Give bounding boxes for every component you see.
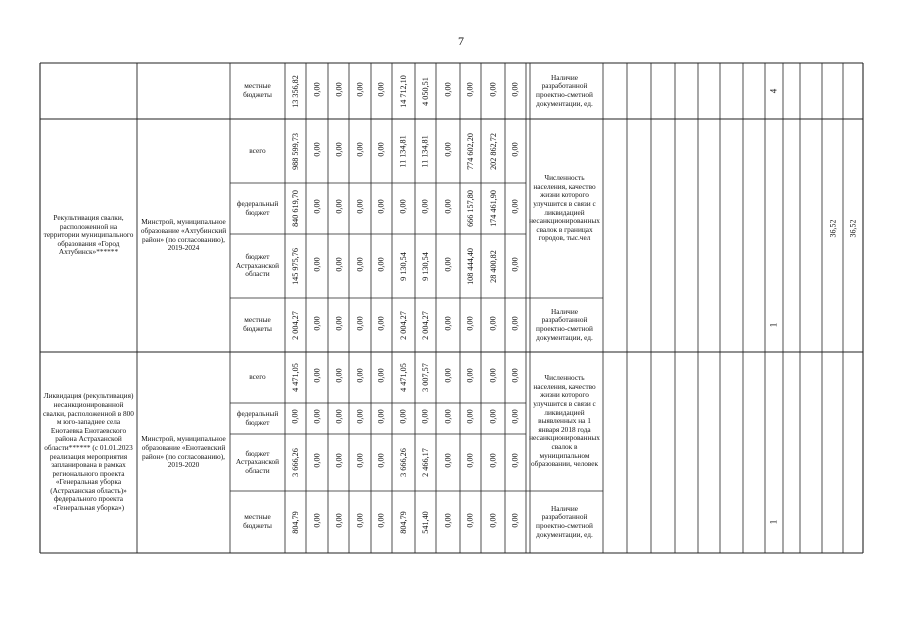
indicator-value: 4 (767, 88, 778, 94)
budget-value: 4 050,51 (420, 76, 430, 106)
funding-source: федеральный бюджет (236, 198, 279, 217)
budget-value: 0,00 (510, 256, 520, 272)
budget-value: 13 356,82 (290, 74, 300, 108)
indicator-value: 36,52 (828, 219, 838, 238)
budget-value: 0,00 (443, 81, 453, 97)
funding-source: всего (249, 145, 266, 155)
funding-source: всего (249, 372, 266, 382)
budget-value: 0,00 (376, 141, 386, 157)
budget-value: 0,00 (443, 512, 453, 528)
budget-value: 0,00 (443, 141, 453, 157)
budget-value: 0,00 (376, 256, 386, 272)
page-number: 7 (458, 34, 464, 48)
budget-value: 145 975,76 (290, 247, 300, 285)
indicator-value: 1 (767, 322, 778, 328)
indicator-cell: Наличие разработанной проектно-сметной документации, ед. (536, 72, 593, 108)
budget-value: 0,00 (465, 512, 475, 528)
funding-source: местные бюджеты (243, 81, 272, 99)
budget-value: 0,00 (334, 368, 344, 383)
budget-value: 988 599,73 (290, 132, 300, 170)
budget-value: 0,00 (290, 409, 300, 424)
budget-value: 0,00 (355, 368, 365, 383)
object-cell: Ликвидация (рекультивация) несанкционированной свалки, расположенной в 800 м юго-западнее села Енотаевка Енотаевского района Астраханской области****** (с 01.01.2023 реализация мероприятия запланирована в рамках регионального проекта «Генеральная уборка (Астраханская область)» федерального проекта «Генеральная уборка») (43, 391, 134, 513)
budget-value: 0,00 (334, 199, 344, 214)
budget-value: 0,00 (488, 368, 498, 383)
budget-value: 0,00 (355, 81, 365, 97)
budget-value: 0,00 (376, 81, 386, 97)
budget-value: 0,00 (510, 141, 520, 157)
budget-value: 0,00 (312, 453, 322, 468)
budget-value: 0,00 (312, 81, 322, 97)
budget-value: 0,00 (398, 409, 408, 424)
budget-value: 0,00 (355, 453, 365, 468)
budget-value: 840 619,70 (290, 190, 300, 227)
budget-value: 0,00 (510, 368, 520, 383)
budget-value: 4 471,05 (290, 363, 300, 392)
budget-value: 0,00 (465, 409, 475, 424)
budget-value: 0,00 (312, 368, 322, 383)
budget-value: 0,00 (355, 512, 365, 528)
budget-value: 0,00 (420, 409, 430, 424)
budget-value: 0,00 (510, 512, 520, 528)
budget-value: 0,00 (443, 368, 453, 383)
budget-value: 9 130,54 (420, 251, 430, 281)
budget-value: 0,00 (488, 512, 498, 528)
budget-value: 0,00 (510, 199, 520, 214)
budget-value: 0,00 (420, 199, 430, 214)
budget-value: 0,00 (443, 453, 453, 468)
budget-value: 0,00 (355, 256, 365, 272)
indicator-cell: Наличие разработанной проектно-сметной документации, ед. (536, 306, 593, 342)
executor-cell: Минстрой, муниципальное образование «Ахтубинский район» (по согласованию), 2019-2024 (140, 217, 227, 253)
budget-value: 11 134,81 (398, 134, 408, 168)
budget-value: 0,00 (334, 256, 344, 272)
indicator-value: 1 (767, 519, 778, 525)
budget-value: 666 157,80 (465, 190, 475, 227)
budget-value: 541,40 (420, 510, 430, 534)
budget-value: 0,00 (443, 256, 453, 272)
funding-source: бюджет Астраханской области (235, 252, 280, 279)
budget-value: 2 466,17 (420, 448, 430, 477)
budget-value: 0,00 (334, 453, 344, 468)
budget-value: 0,00 (443, 315, 453, 331)
budget-value: 0,00 (510, 453, 520, 468)
budget-value: 0,00 (488, 81, 498, 97)
budget-value: 0,00 (355, 315, 365, 331)
indicator-cell: Наличие разработанной проектно-сметной документации, ед. (536, 503, 593, 539)
executor-cell: Минстрой, муниципальное образование «Енотаевский район» (по согласованию), 2019-2020 (141, 434, 226, 470)
budget-value: 0,00 (376, 315, 386, 331)
budget-value: 0,00 (334, 315, 344, 331)
budget-value: 0,00 (376, 199, 386, 214)
budget-value: 0,00 (398, 199, 408, 214)
budget-value: 2 004,27 (290, 310, 300, 340)
budget-value: 3 666,26 (290, 448, 300, 477)
budget-value: 0,00 (376, 409, 386, 424)
budget-value: 0,00 (488, 453, 498, 468)
budget-value: 174 461,90 (488, 190, 498, 227)
budget-value: 0,00 (510, 315, 520, 331)
object-cell: Рекультивация свалки, расположенной на территории муниципального образования «Город Ахтубинск»****** (43, 213, 134, 257)
budget-value: 0,00 (376, 368, 386, 383)
budget-value: 3 666,26 (398, 448, 408, 477)
budget-value: 774 602,20 (465, 132, 475, 170)
funding-source: местные бюджеты (243, 315, 272, 333)
budget-value: 9 130,54 (398, 251, 408, 281)
budget-value: 0,00 (312, 409, 322, 424)
budget-value: 0,00 (334, 141, 344, 157)
funding-source: федеральный бюджет (236, 408, 279, 427)
budget-value: 0,00 (312, 256, 322, 272)
budget-value: 108 444,40 (465, 247, 475, 285)
budget-value: 0,00 (510, 409, 520, 424)
indicator-value: 36,52 (848, 219, 858, 238)
budget-value: 2 004,27 (398, 310, 408, 340)
funding-source: местные бюджеты (243, 512, 272, 530)
budget-value: 0,00 (376, 512, 386, 528)
budget-value: 0,00 (312, 512, 322, 528)
budget-value: 804,79 (290, 510, 300, 534)
budget-value: 0,00 (312, 199, 322, 214)
budget-value: 0,00 (355, 141, 365, 157)
budget-value: 0,00 (465, 453, 475, 468)
budget-value: 28 400,82 (488, 249, 498, 283)
budget-value: 14 712,10 (398, 74, 408, 108)
budget-value: 0,00 (334, 512, 344, 528)
budget-value: 0,00 (355, 199, 365, 214)
budget-value: 0,00 (488, 409, 498, 424)
budget-value: 2 004,27 (420, 310, 430, 340)
indicator-cell: Численность населения, качество жизни которого улучшится в связи с ликвидацией выявленных на 1 января 2018 года несанкционированных свалок в муниципальном образовании, человек (529, 373, 600, 469)
budget-value: 0,00 (465, 81, 475, 97)
budget-value: 0,00 (334, 81, 344, 97)
budget-value: 0,00 (376, 453, 386, 468)
indicator-cell: Численность населения, качество жизни которого улучшится в связи с ликвидацией несанкционированных свалок в границах городов, тыс.чел (529, 173, 600, 243)
budget-value: 4 471,05 (398, 363, 408, 392)
budget-value: 0,00 (465, 315, 475, 331)
budget-value: 3 007,57 (420, 363, 430, 392)
budget-value: 11 134,81 (420, 134, 430, 168)
budget-value: 0,00 (510, 81, 520, 97)
budget-value: 0,00 (443, 199, 453, 214)
budget-value: 0,00 (312, 315, 322, 331)
budget-value: 202 862,72 (488, 132, 498, 170)
budget-value: 0,00 (355, 409, 365, 424)
budget-value: 0,00 (465, 368, 475, 383)
budget-value: 0,00 (488, 315, 498, 331)
budget-value: 0,00 (312, 141, 322, 157)
funding-source: бюджет Астраханской области (235, 448, 280, 475)
budget-value: 804,79 (398, 510, 408, 534)
budget-value: 0,00 (334, 409, 344, 424)
budget-value: 0,00 (443, 409, 453, 424)
